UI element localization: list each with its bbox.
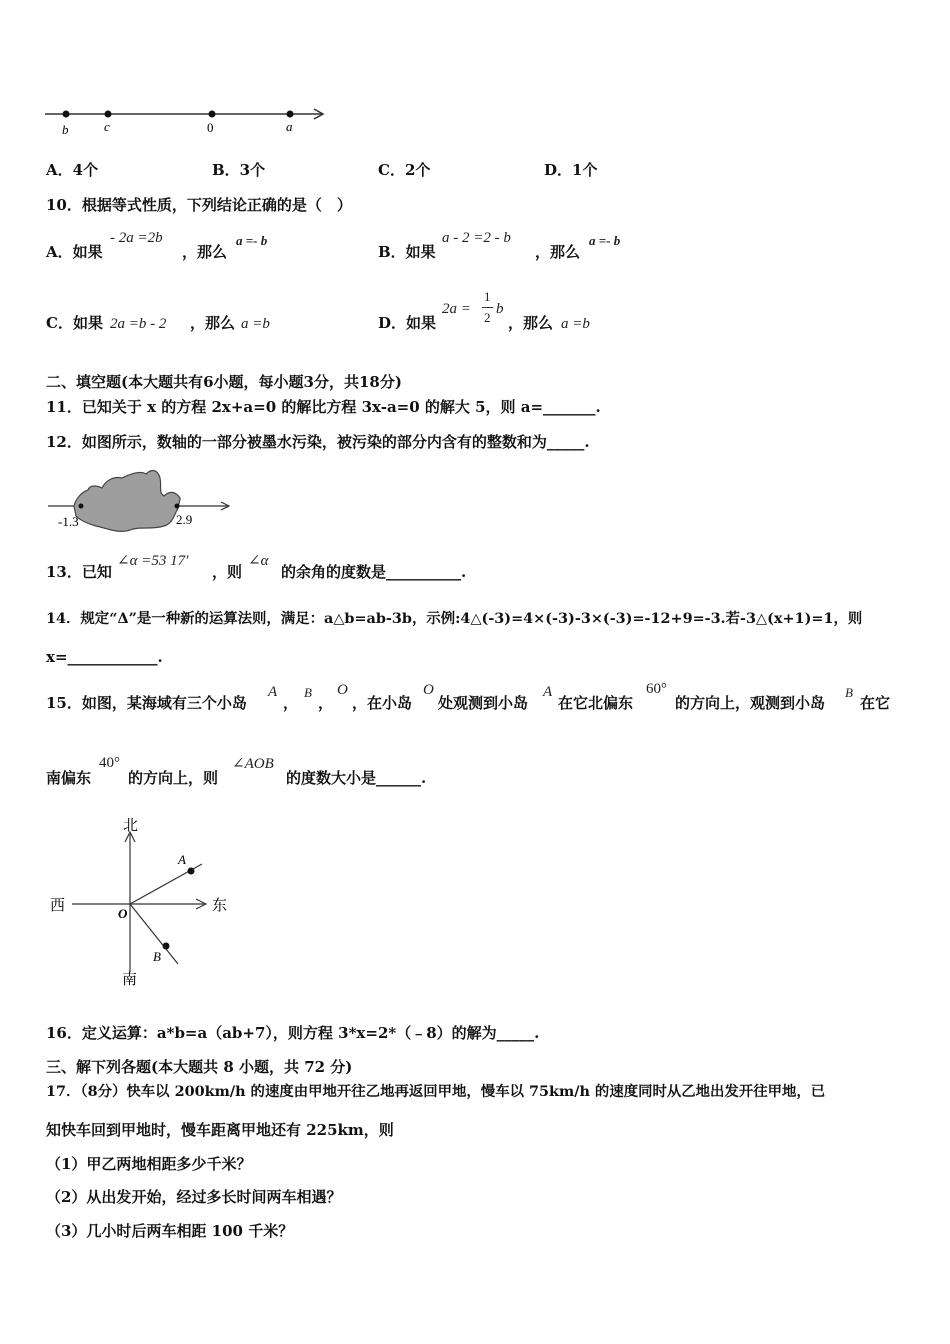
point-b-dot [163, 943, 170, 950]
q15-angle: ∠AOB [232, 756, 274, 772]
q12-point-right [175, 504, 180, 509]
q15-compass-figure [44, 812, 244, 992]
q14-line1: 14．规定“Δ”是一种新的运算法则，满足：a△b=ab-3b，示例:4△(-3)=4×(-3)-3×(-3)=-12+9=-3.若-3△(x+1)=1，则 [46, 610, 863, 627]
label-o: O [118, 906, 128, 921]
q12-label-left: -1.3 [58, 514, 79, 529]
q16-text: 16．定义运算：a*b=a（ab+7），则方程 3*x=2*（﹣8）的解为_____. [46, 1024, 540, 1042]
q10-c-expr1: 2a =b - 2 [110, 316, 167, 332]
label-c: c [104, 119, 110, 134]
q17-sub2: （2）从出发开始，经过多长时间两车相遇？ [46, 1188, 342, 1206]
q10-c-expr2: a =b [241, 316, 270, 332]
label-west: 西 [50, 896, 66, 914]
label-east: 东 [212, 896, 228, 914]
q9-option-d: D．1个 [544, 161, 598, 179]
q15-var-o2: O [423, 682, 434, 698]
q9-number-line-figure [40, 100, 340, 140]
label-b: B [153, 949, 161, 964]
label-north: 北 [123, 816, 139, 834]
q9-option-c: C．2个 [378, 161, 431, 179]
label-south: 南 [122, 970, 138, 988]
q10-a-prefix: A．如果 [46, 243, 103, 261]
q12-label-right: 2.9 [176, 512, 193, 527]
point-a [287, 111, 294, 118]
q10-b-expr1: a - 2 =2 - b [442, 230, 511, 246]
q12-point-left [79, 504, 84, 509]
q10-b-mid: ，那么 [535, 243, 581, 261]
q15-part3: 处观测到小岛 [438, 694, 529, 712]
q10-a-expr1: - 2a =2b [110, 230, 163, 246]
q15-part5: 的方向上，观测到小岛 [675, 694, 826, 712]
q15-part2: ，在小岛 [352, 694, 413, 712]
q15-part6: 在它 [860, 694, 891, 712]
q10-d-frac-den: 2 [484, 310, 491, 325]
q15-var-b: B [304, 685, 312, 700]
q12-ink-figure [44, 464, 234, 536]
q13-expr2: ∠α [248, 553, 269, 569]
q10-a-mid: ，那么 [182, 243, 228, 261]
q17-line1: 17．（8分）快车以 200km/h 的速度由甲地开往乙地再返回甲地，慢车以 75km/h 的速度同时从乙地出发开往甲地，已 [46, 1083, 826, 1100]
q17-sub1: （1）甲乙两地相距多少千米？ [46, 1155, 252, 1173]
q12-text: 12．如图所示，数轴的一部分被墨水污染，被污染的部分内含有的整数和为_____. [46, 433, 590, 451]
q15-sep2: ， [318, 694, 334, 712]
ink-blot [74, 471, 180, 532]
q13-mid: ，则 [212, 563, 243, 581]
q15-part8: 的方向上，则 [128, 769, 219, 787]
q10-d-expr1-rhs: b [496, 301, 504, 317]
q9-option-a: A．4个 [46, 161, 99, 179]
q15-var-a: A [268, 684, 278, 700]
q10-d-frac-num: 1 [484, 289, 491, 304]
q15-part4: 在它北偏东 [558, 694, 634, 712]
q9-option-b: B．3个 [212, 161, 266, 179]
q10-c-mid: ，那么 [190, 314, 236, 332]
q15-part9: 的度数大小是______. [286, 769, 427, 787]
q10-c-prefix: C．如果 [46, 314, 103, 332]
q10-d-mid: ，那么 [508, 314, 554, 332]
label-0: 0 [207, 120, 214, 135]
q15-sep1: ， [283, 694, 299, 712]
q13-prefix: 13．已知 [46, 563, 112, 581]
point-0 [209, 111, 216, 118]
q17-sub3: （3）几小时后两车相距 100 千米？ [46, 1222, 294, 1240]
q17-line2: 知快车回到甲地时，慢车距离甲地还有 225km，则 [46, 1121, 394, 1139]
q10-a-expr2: a =- b [236, 233, 268, 248]
q13-suffix: 的余角的度数是__________. [281, 563, 467, 581]
q15-deg1: 60° [646, 681, 667, 697]
q10-d-frac-bar [482, 307, 493, 308]
q15-deg2: 40° [99, 755, 120, 771]
label-a: A [178, 852, 186, 867]
q15-part7: 南偏东 [46, 769, 92, 787]
q10-d-prefix: D．如果 [378, 314, 437, 332]
point-c [105, 111, 112, 118]
section-3-title: 三、解下列各题(本大题共 8 小题，共 72 分) [46, 1058, 353, 1076]
q15-var-o: O [337, 682, 348, 698]
q15-var-b2: B [845, 685, 853, 700]
point-a-dot [188, 868, 195, 875]
q15-part1: 15．如图，某海域有三个小岛 [46, 694, 247, 712]
q10-b-expr2: a =- b [589, 233, 621, 248]
q11-text: 11．已知关于 x 的方程 2x+a=0 的解比方程 3x-a=0 的解大 5，则 a=_______. [46, 398, 601, 416]
label-b: b [62, 122, 69, 137]
point-b [63, 111, 70, 118]
q14-line2: x=____________. [46, 648, 163, 666]
q13-expr1: ∠α =53 17′ [117, 553, 189, 569]
q10-stem: 10．根据等式性质，下列结论正确的是（ ） [46, 196, 352, 214]
label-a: a [286, 119, 293, 134]
section-2-title: 二、填空题(本大题共有6小题，每小题3分，共18分) [46, 373, 402, 391]
q10-d-expr2: a =b [561, 316, 590, 332]
q15-var-a2: A [543, 684, 553, 700]
q10-b-prefix: B．如果 [378, 243, 436, 261]
q10-d-expr1-lhs: 2a = [442, 301, 471, 317]
